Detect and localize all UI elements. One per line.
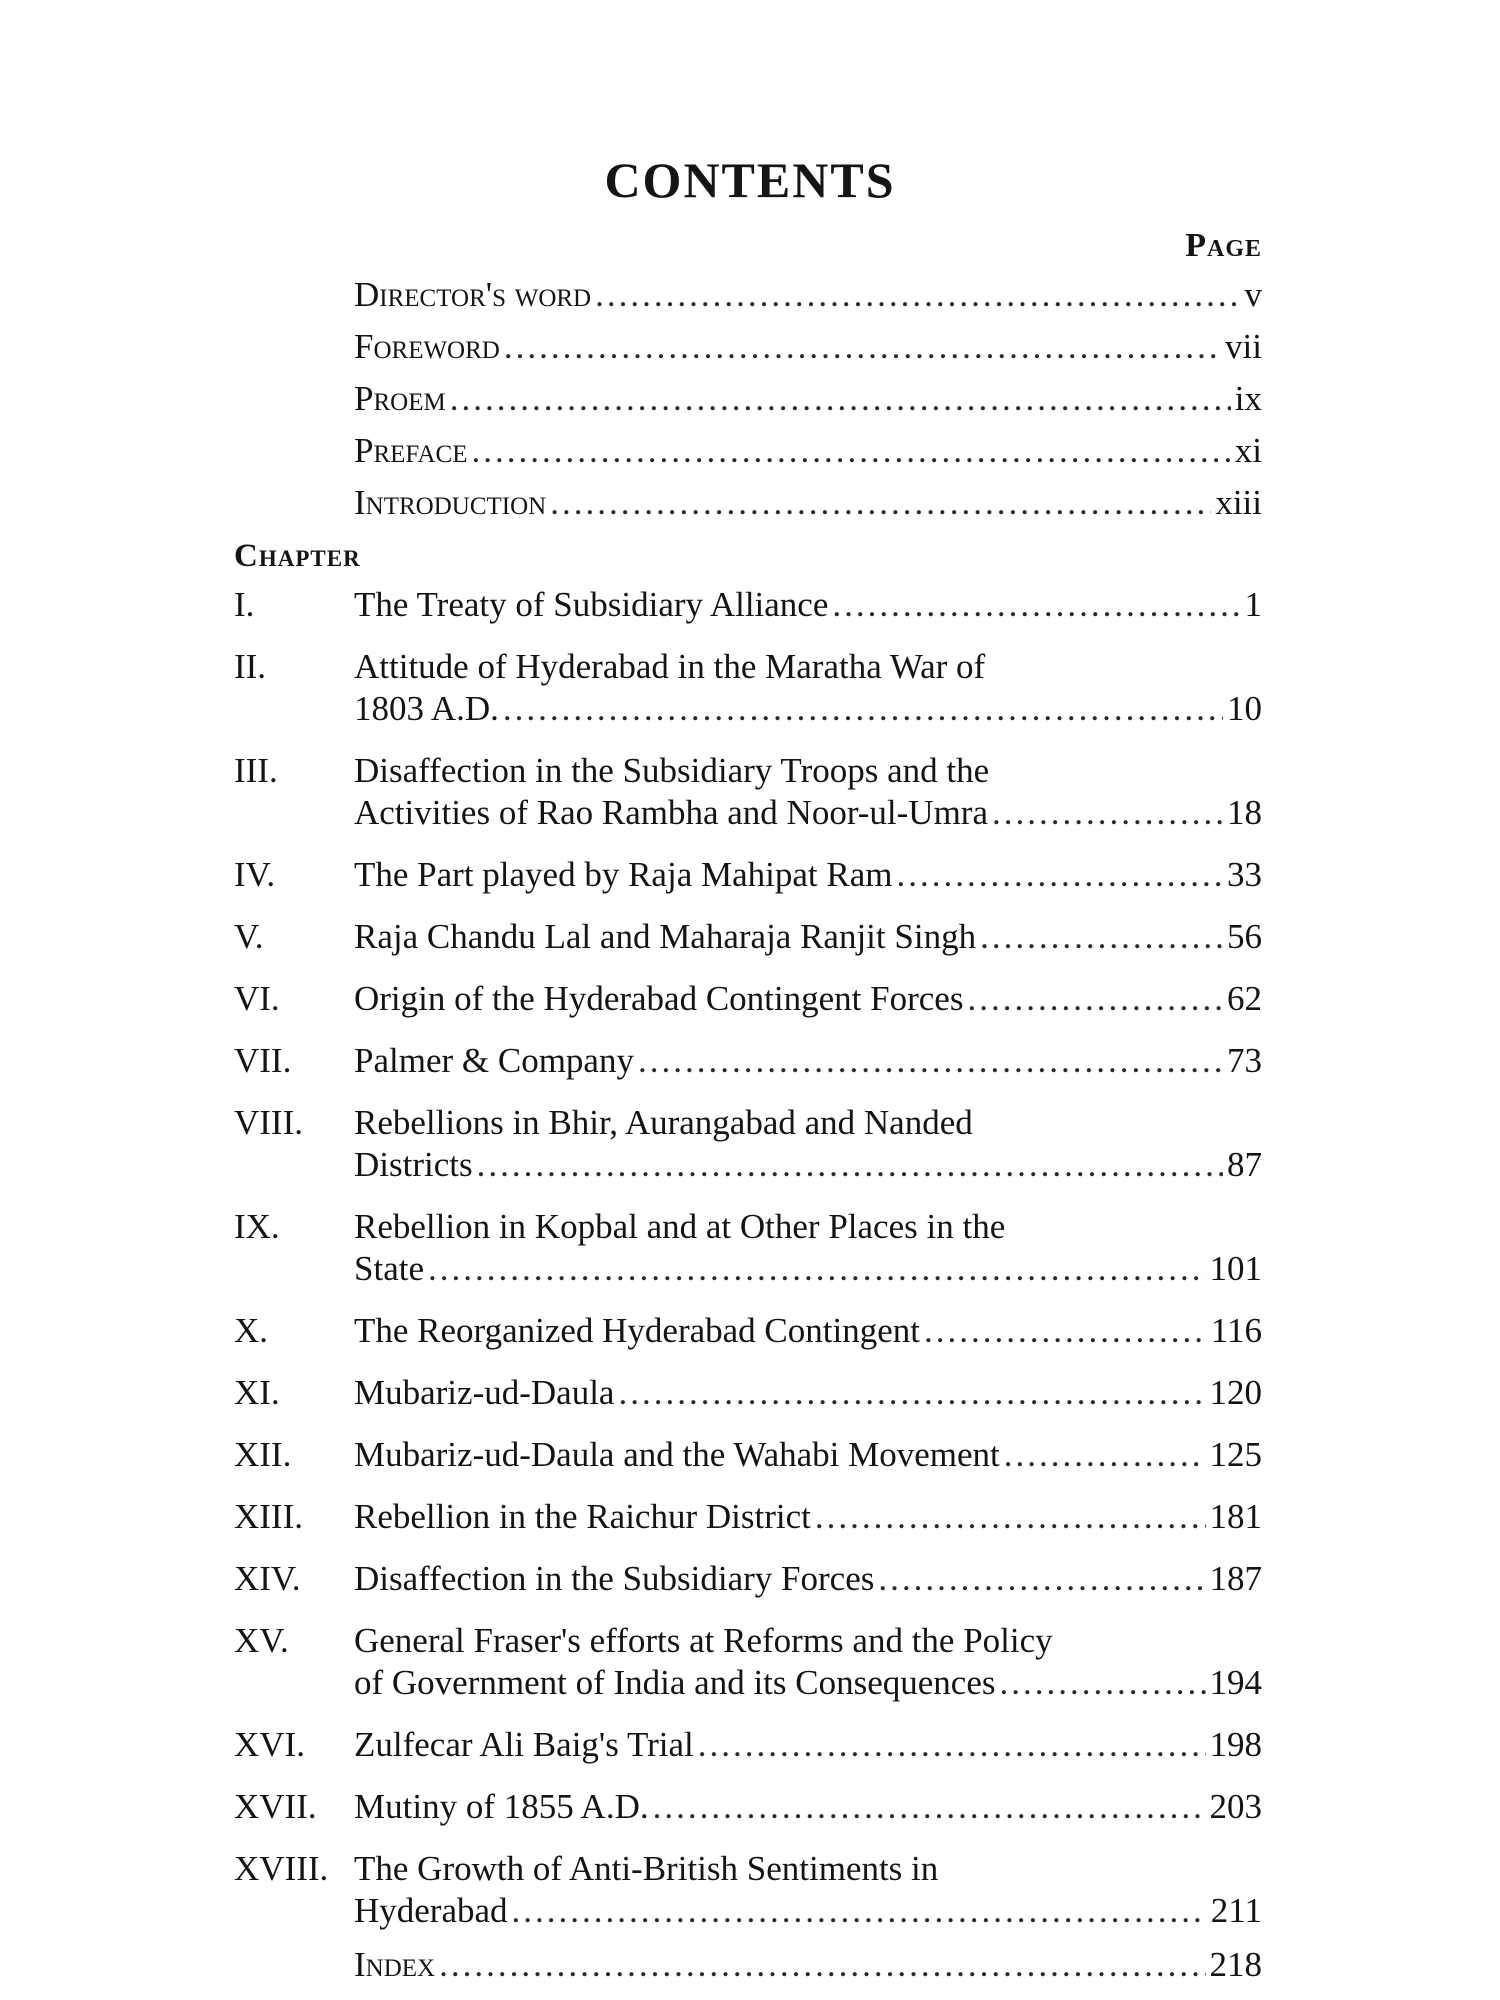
chapter-page: 1: [1244, 585, 1262, 624]
contents-title: CONTENTS: [604, 152, 896, 208]
chapter-title: Disaffection in the Subsidiary Forces: [354, 1559, 875, 1598]
chapter-title-continuation: Districts: [354, 1145, 473, 1184]
dot-leader: [815, 1496, 1206, 1538]
chapter-page: 62: [1227, 979, 1262, 1018]
front-matter-page: ix: [1234, 379, 1262, 418]
dot-leader: [618, 1372, 1205, 1414]
dot-leader: [1000, 1662, 1206, 1704]
chapter-title-continuation: Activities of Rao Rambha and Noor-ul-Umra: [354, 793, 988, 832]
front-matter-title: Introduction: [354, 483, 547, 522]
chapter-page: 73: [1227, 1041, 1262, 1080]
chapter-title-continuation: 1803 A.D.: [354, 689, 499, 728]
chapter-number: IX.: [234, 1207, 280, 1246]
index-title: Index: [354, 1945, 436, 1984]
chapter-page: 101: [1209, 1249, 1262, 1288]
chapter-number: V.: [234, 917, 264, 956]
front-matter-title: Preface: [354, 431, 468, 470]
chapter-number: XIII.: [234, 1497, 303, 1536]
dot-leader: [924, 1310, 1207, 1352]
chapter-title: Origin of the Hyderabad Contingent Forces: [354, 979, 964, 1018]
chapter-page: 116: [1210, 1311, 1262, 1350]
chapter-title-line: Disaffection in the Subsidiary Troops and the: [354, 751, 990, 790]
chapter-title-continuation: State: [354, 1249, 424, 1288]
chapter-column-heading: Chapter: [234, 538, 361, 574]
dot-leader: [967, 978, 1223, 1020]
chapter-number: I.: [234, 585, 255, 624]
chapter-title-line: Attitude of Hyderabad in the Maratha War of: [354, 647, 986, 686]
chapter-page: 120: [1209, 1373, 1262, 1412]
dot-leader: [450, 378, 1231, 420]
dot-leader: [595, 274, 1240, 316]
chapter-number: XII.: [234, 1435, 292, 1474]
dot-leader: [1004, 1434, 1206, 1476]
dot-leader: [471, 430, 1230, 472]
chapter-title: The Treaty of Subsidiary Alliance: [354, 585, 829, 624]
chapter-title-continuation: of Government of India and its Consequences: [354, 1663, 996, 1702]
chapter-page: 10: [1227, 689, 1262, 728]
front-matter-page: v: [1244, 275, 1262, 314]
chapter-page: 211: [1210, 1891, 1262, 1930]
chapter-page: 125: [1209, 1435, 1262, 1474]
chapter-title: Mutiny of 1855 A.D.: [354, 1787, 649, 1826]
chapter-page: 203: [1209, 1787, 1262, 1826]
chapter-title: Zulfecar Ali Baig's Trial: [354, 1725, 694, 1764]
chapter-number: XVII.: [234, 1787, 317, 1826]
dot-leader: [428, 1248, 1206, 1290]
chapter-title: Mubariz-ud-Daula: [354, 1373, 615, 1412]
chapter-page: 56: [1227, 917, 1262, 956]
dot-leader: [832, 584, 1240, 626]
chapter-title: Raja Chandu Lal and Maharaja Ranjit Singh: [354, 917, 977, 956]
chapter-number: X.: [234, 1311, 269, 1350]
chapter-page: 18: [1227, 793, 1262, 832]
chapter-title-line: Rebellion in Kopbal and at Other Places in the: [354, 1207, 1006, 1246]
dot-leader: [878, 1558, 1205, 1600]
dot-leader: [550, 482, 1211, 524]
chapter-page: 194: [1209, 1663, 1262, 1702]
dot-leader: [992, 792, 1223, 834]
dot-leader: [698, 1724, 1206, 1766]
chapter-title-line: Rebellions in Bhir, Aurangabad and Nanded: [354, 1103, 973, 1142]
chapter-number: XI.: [234, 1373, 280, 1412]
chapter-title: The Part played by Raja Mahipat Ram: [354, 855, 893, 894]
chapter-number: VIII.: [234, 1103, 303, 1142]
dot-leader: [504, 326, 1221, 368]
chapter-page: 198: [1209, 1725, 1262, 1764]
front-matter-title: Director's word: [354, 275, 592, 314]
chapter-title-line: The Growth of Anti-British Sentiments in: [354, 1849, 939, 1888]
chapter-number: II.: [234, 647, 267, 686]
chapter-page: 33: [1227, 855, 1262, 894]
chapter-number: XV.: [234, 1621, 289, 1660]
dot-leader: [503, 688, 1223, 730]
chapter-title: The Reorganized Hyderabad Contingent: [354, 1311, 920, 1350]
dot-leader: [980, 916, 1223, 958]
chapter-title: Palmer & Company: [354, 1041, 634, 1080]
chapter-number: VII.: [234, 1041, 292, 1080]
dot-leader: [653, 1786, 1206, 1828]
dot-leader: [439, 1944, 1205, 1986]
index-page: 218: [1209, 1945, 1262, 1984]
dot-leader: [512, 1890, 1207, 1932]
chapter-title-line: General Fraser's efforts at Reforms and the Policy: [354, 1621, 1053, 1660]
chapter-page: 181: [1209, 1497, 1262, 1536]
chapter-page: 87: [1227, 1145, 1262, 1184]
chapter-number: VI.: [234, 979, 280, 1018]
chapter-page: 187: [1209, 1559, 1262, 1598]
chapter-title-continuation: Hyderabad: [354, 1891, 508, 1930]
chapter-number: IV.: [234, 855, 276, 894]
front-matter-page: vii: [1225, 327, 1262, 366]
dot-leader: [896, 854, 1223, 896]
chapter-title: Mubariz-ud-Daula and the Wahabi Movement: [354, 1435, 1000, 1474]
dot-leader: [638, 1040, 1223, 1082]
chapter-title: Rebellion in the Raichur District: [354, 1497, 811, 1536]
front-matter-title: Proem: [354, 379, 446, 418]
dot-leader: [477, 1144, 1223, 1186]
front-matter-page: xi: [1234, 431, 1262, 470]
chapter-number: XVIII.: [234, 1849, 329, 1888]
chapter-number: XIV.: [234, 1559, 301, 1598]
chapter-number: XVI.: [234, 1725, 305, 1764]
front-matter-page: xiii: [1215, 483, 1262, 522]
page-column-heading: Page: [1185, 227, 1262, 264]
chapter-number: III.: [234, 751, 278, 790]
front-matter-title: Foreword: [354, 327, 500, 366]
